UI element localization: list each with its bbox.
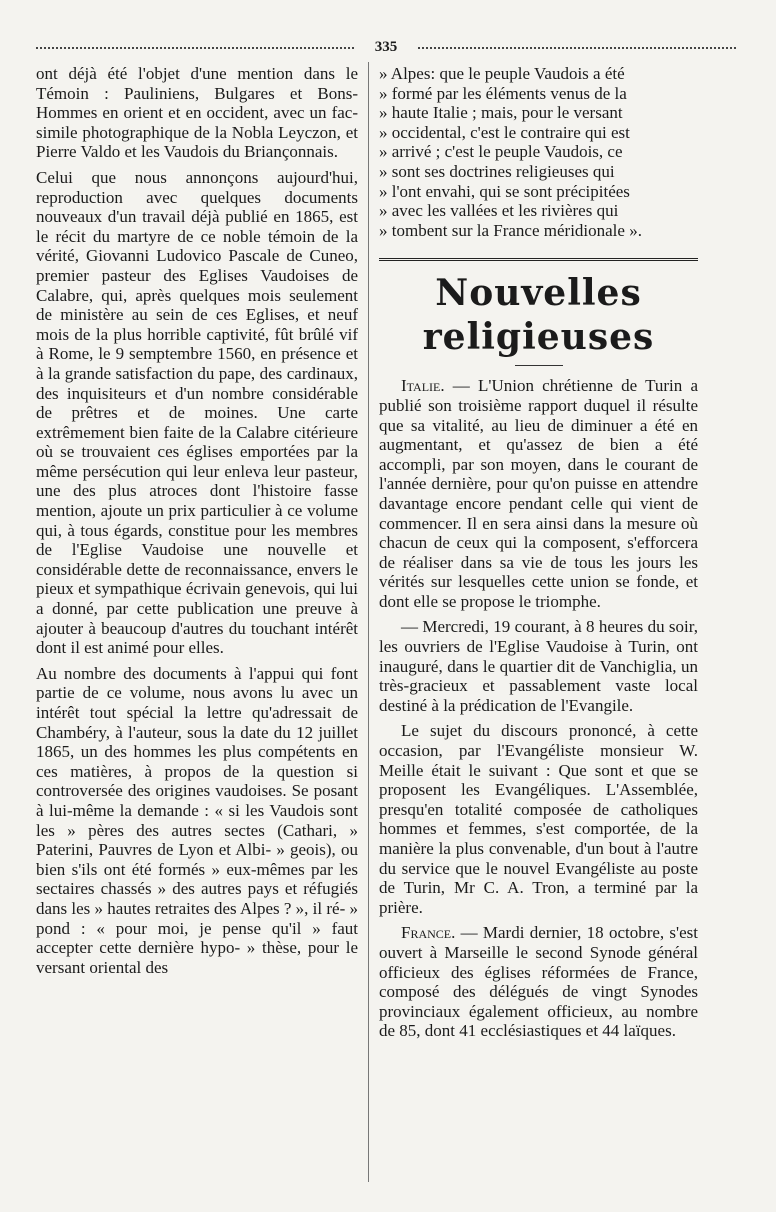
section-divider (379, 258, 698, 261)
sujet-paragraph: Le sujet du discours prononcé, à cette occasion, par l'Evangéliste monsieur W. Meille était le suivant : Que sont et que se proposent les Evangéliques. L'Assemblée, presqu'en totalité composée de catholiques hommes et femmes, s'est comportée, de la manière la plus convenable, d'un bout à l'autre du service que le nouvel Evangéliste au poste de Turin, Mr C. A. Tron, a terminé par la prière. (379, 721, 698, 917)
header-rule-left (36, 47, 354, 49)
italie-label: Italie. (401, 376, 445, 396)
page-header (36, 38, 736, 56)
section-title: Nouvelles religieuses (422, 272, 655, 359)
quote-line: » formé par les éléments venus de la (379, 83, 627, 103)
quote-line: » haute Italie ; mais, pour le versant (379, 103, 623, 123)
quote-line: » arrivé ; c'est le peuple Vaudois, ce (379, 142, 623, 162)
column-divider (368, 62, 369, 1182)
page-number: 335 (374, 39, 398, 55)
france-text: — Mardi dernier, 18 octobre, s'est ouvert à Marseille le second Synode général officieux des églises réformées de France, composé des délégués de vingt Synodes provinciaux également officieux, au nombre de 85, dont 41 ecclésiastiques et 44 laïques. (379, 923, 698, 1041)
quote-continuation (379, 64, 698, 240)
quote-line: » l'ont envahi, qui se sont précipitées (379, 181, 630, 201)
left-paragraph-3: Au nombre des documents à l'appui qui font partie de ce volume, nous avons lu avec un intérêt tout spécial la lettre qu'adressait de Chambéry, à l'auteur, sous la date du 12 juillet 1865, un des hommes les plus compétents en ces matières, à propos de la question si controversée des origines vaudoises. Se posant à lui-même la demande : « si les Vaudois sont les » pères des autres sectes (Cathari, » Paterini, Pauvres de Lyon et Albi- » geois), ou bien s'ils ont été formés » eux-mêmes par les sectaires chassés » des autres pays et réfugiés dans les » hautes retraites des Alpes ? », il ré- » pond : « pour moi, je pense qu'il » faut accepter cette dernière hypo- » thèse, pour le versant oriental des (36, 663, 358, 977)
italie-text: — L'Union chrétienne de Turin a publié son troisième rapport duquel il résulte que sa vitalité, au lieu de diminuer a été en augmentant, et qu'assez de bien a été accompli, par son moyen, dans le courant de l'année dernière, pour qu'on puisse en attendre davantage encore pendant celle qui vient de commencer. Il en sera ainsi dans la mesure où chacun de ceux qui la composent, s'efforcera de réaliser dans sa vie de tous les jours les vérités sur lesquelles cette union se fonde, et dont elle se propose le triomphe. (379, 376, 698, 611)
quote-line: » tombent sur la France méridionale ». (379, 220, 642, 240)
quote-line: » occidental, c'est le contraire qui est (379, 122, 630, 142)
france-paragraph (379, 923, 698, 1041)
quote-line: » Alpes: que le peuple Vaudois a été (379, 64, 625, 83)
italie-paragraph (379, 376, 698, 611)
quote-line: » sont ses doctrines religieuses qui (379, 161, 615, 181)
left-paragraph-2: Celui que nous annonçons aujourd'hui, reproduction avec quelques documents nouveaux d'un travail déjà publié en 1865, est le récit du martyre de ce noble témoin de la vérité, Giovanni Ludovico Pascale de Cuneo, premier pasteur des Eglises Vaudoises de Calabre, qui, après quelques mois seulement de ministère au sein de ces Eglises, et neuf mois de la plus horrible captivité, fût brûlé vif à Rome, le 9 semptembre 1560, en présence et à la grande satisfaction du pape, des cardinaux, des inquisiteurs et d'un nombre considérable de prêtres et de moines. Une carte extrêmement bien faite de la Calabre citérieure où se trouvaient ces églises emportées par la même persécution qui leur enleva leur pasteur, une des plus atroces dont l'histoire fasse mention, ajoute un prix particulier à ce volume qui, à tous égards, constitue pour les membres de l'Eglise Vaudoise une nouvelle et considérable dette de reconnaissance, envers le pieux et sympathique écrivain genevois, qui lui a donné, par cette publication une preuve à ajouter à beaucoup d'autres du touchant intérêt dont il est animé pour elles. (36, 167, 358, 658)
left-column (36, 64, 358, 977)
title-separator (515, 365, 563, 366)
mercredi-paragraph: — Mercredi, 19 courant, à 8 heures du soir, les ouvriers de l'Eglise Vaudoise à Turin, ont inauguré, dans le quartier dit de Vanchiglia, un très-gracieux et passablement vaste local destiné à la prédication de l'Evangile. (379, 617, 698, 715)
quote-line: » avec les vallées et les rivières qui (379, 201, 619, 221)
right-column (379, 64, 698, 1041)
left-paragraph-1: ont déjà été l'objet d'une mention dans le Témoin : Pauliniens, Bulgares et Bons-Hommes en orient et en occident, avec un fac-simile photographique de la Nobla Leyczon, et Pierre Valdo et les Vaudois du Briançonnais. (36, 64, 358, 162)
header-rule-right (418, 47, 736, 49)
france-label: France. (401, 923, 456, 943)
